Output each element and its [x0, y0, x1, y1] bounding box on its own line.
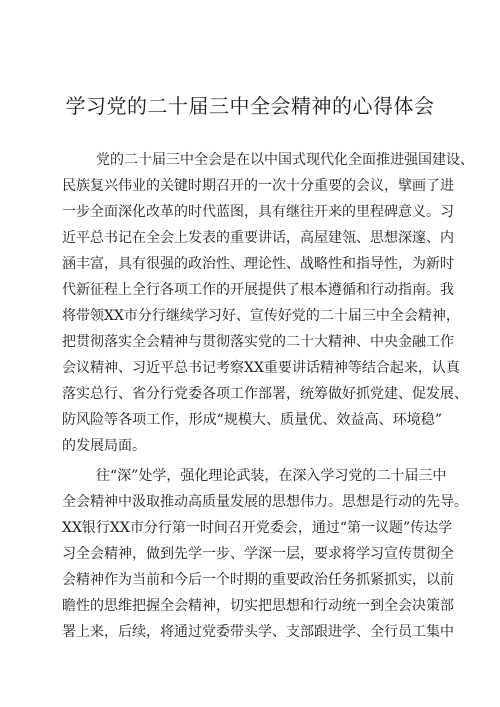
- paragraph-2-line-5: 会精神作为当前和今后一个时期的重要政治任务抓紧抓实，以前: [62, 572, 454, 588]
- paragraph-1-line-2: 民族复兴伟业的关键时期召开的一次十分重要的会议，擘画了进: [62, 178, 454, 194]
- paragraph-1-line-6: 代新征程上全行各项工作的开展提供了根本遵循和行动指南。我: [62, 282, 454, 298]
- paragraph-1-line-10: 落实总行、省分行党委各项工作部署，统筹做好抓党建、促发展、: [62, 386, 468, 402]
- paragraph-2-line-7: 署上来，后续，将通过党委带头学、支部跟进学、全行员工集中: [62, 624, 454, 640]
- paragraph-1-line-3: 一步全面深化改革的时代蓝图，具有继往开来的里程碑意义。习: [62, 204, 454, 220]
- paragraph-2-line-2: 全会精神中汲取推动高质量发展的思想伟力。思想是行动的先导。: [62, 494, 468, 510]
- paragraph-2-line-1: 往“深”处学，强化理论武装，在深入学习党的二十届三中: [96, 468, 447, 484]
- paragraph-1-line-7: 将带领XX市分行继续学习好、宣传好党的二十届三中全会精神，: [62, 308, 460, 324]
- paragraph-1-line-4: 近平总书记在全会上发表的重要讲话，高屋建瓴、思想深邃、内: [62, 230, 454, 246]
- paragraph-1-line-11: 防风险等各项工作，形成“规模大、质量优、效益高、环境稳”: [62, 412, 442, 428]
- paragraph-1-line-8: 把贯彻落实全会精神与贯彻落实党的二十大精神、中央金融工作: [62, 334, 454, 350]
- paragraph-1-line-9: 会议精神、习近平总书记考察XX重要讲话精神等结合起来，认真: [62, 360, 460, 376]
- paragraph-1-line-1: 党的二十届三中全会是在以中国式现代化全面推进强国建设、: [96, 152, 474, 168]
- paragraph-2-line-4: 习全会精神，做到先学一步、学深一层，要求将学习宣传贯彻全: [62, 546, 454, 562]
- document-title: 学习党的二十届三中全会精神的心得体会: [65, 94, 435, 118]
- paragraph-1-line-5: 涵丰富，具有很强的政治性、理论性、战略性和指导性，为新时: [62, 256, 454, 272]
- paragraph-1-line-12: 的发展局面。: [62, 438, 146, 454]
- paragraph-2-line-6: 瞻性的思维把握全会精神，切实把思想和行动统一到全会决策部: [62, 598, 454, 614]
- paragraph-2-line-3: XX银行XX市分行第一时间召开党委会，通过“第一议题”传达学: [62, 520, 453, 536]
